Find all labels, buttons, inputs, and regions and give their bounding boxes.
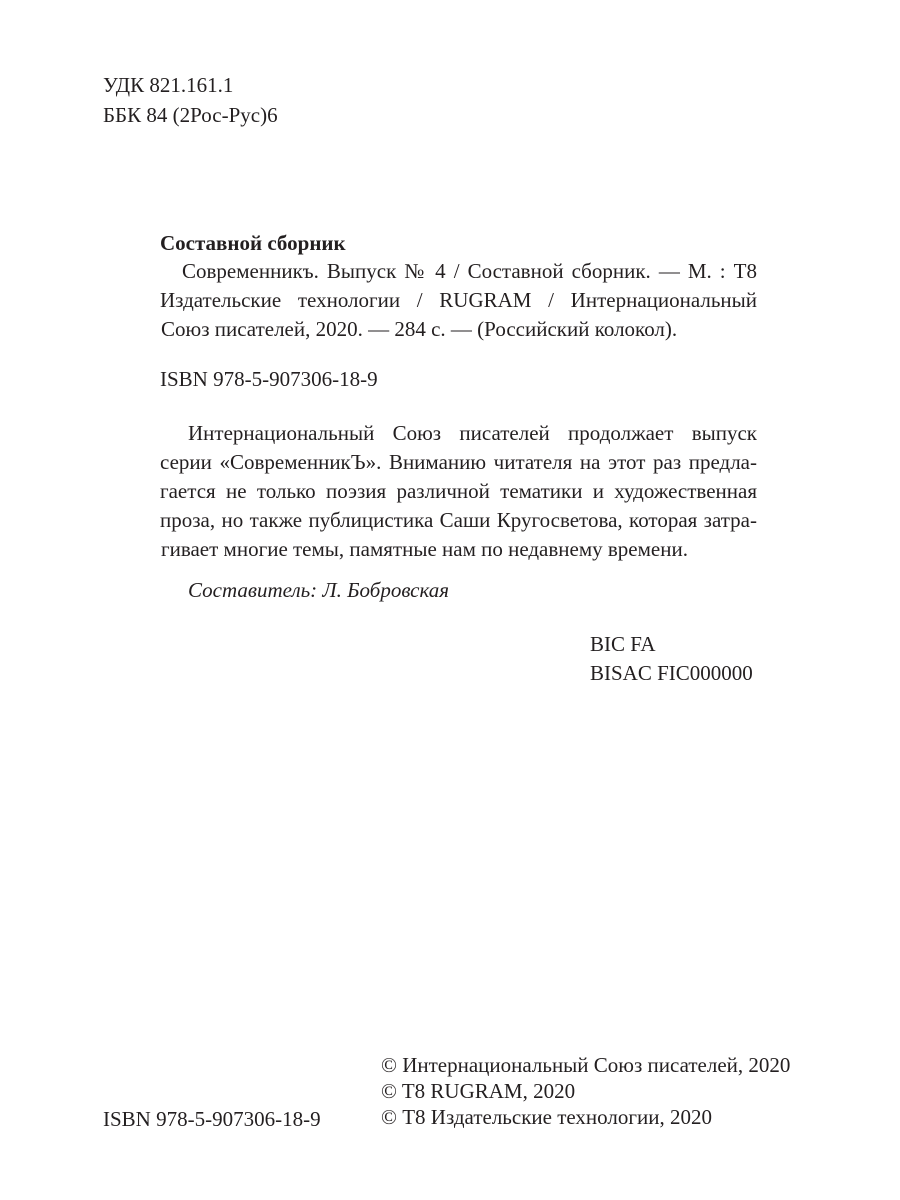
compiler-credit: Составитель: Л. Бобровская xyxy=(188,578,450,602)
annotation-line-3: гается не только поэзия различной тематики и художественная xyxy=(160,479,757,503)
biblio-line-2: Издательские технологии / RUGRAM / Интернациональный xyxy=(160,288,757,312)
copyright-line-1: © Интернациональный Союз писателей, 2020 xyxy=(381,1053,791,1077)
annotation-line-4: проза, но также публицистика Саши Кругосветова, которая затра- xyxy=(160,508,757,532)
udk-code: УДК 821.161.1 xyxy=(103,73,234,97)
copyright-notices xyxy=(381,1052,790,1130)
bic-code: BIC FA xyxy=(590,632,656,656)
bibliographic-heading: Составной сборник xyxy=(160,231,346,255)
annotation-text xyxy=(160,419,757,564)
annotation-line-2: серии «СовременникЪ». Вниманию читателя на этот раз предла- xyxy=(160,450,757,474)
classification-codes xyxy=(103,70,278,130)
subject-codes xyxy=(590,630,753,688)
copyright-line-3: © Т8 Издательские технологии, 2020 xyxy=(381,1105,712,1129)
isbn-footer: ISBN 978-5-907306-18-9 xyxy=(103,1107,321,1131)
biblio-line-1: Современникъ. Выпуск № 4 / Составной сборник. — М. : Т8 xyxy=(182,259,757,283)
isbn-main: ISBN 978-5-907306-18-9 xyxy=(160,367,378,391)
biblio-line-3: Союз писателей, 2020. — 284 с. — (Российский колокол). xyxy=(161,317,678,341)
annotation-line-1: Интернациональный Союз писателей продолжает выпуск xyxy=(188,421,757,445)
bbk-code: ББК 84 (2Рос-Рус)6 xyxy=(103,103,278,127)
bisac-code: BISAC FIC000000 xyxy=(590,661,753,685)
annotation-line-5: гивает многие темы, памятные нам по недавнему времени. xyxy=(161,537,688,561)
bibliographic-description xyxy=(160,257,757,344)
copyright-line-2: © T8 RUGRAM, 2020 xyxy=(381,1079,576,1103)
